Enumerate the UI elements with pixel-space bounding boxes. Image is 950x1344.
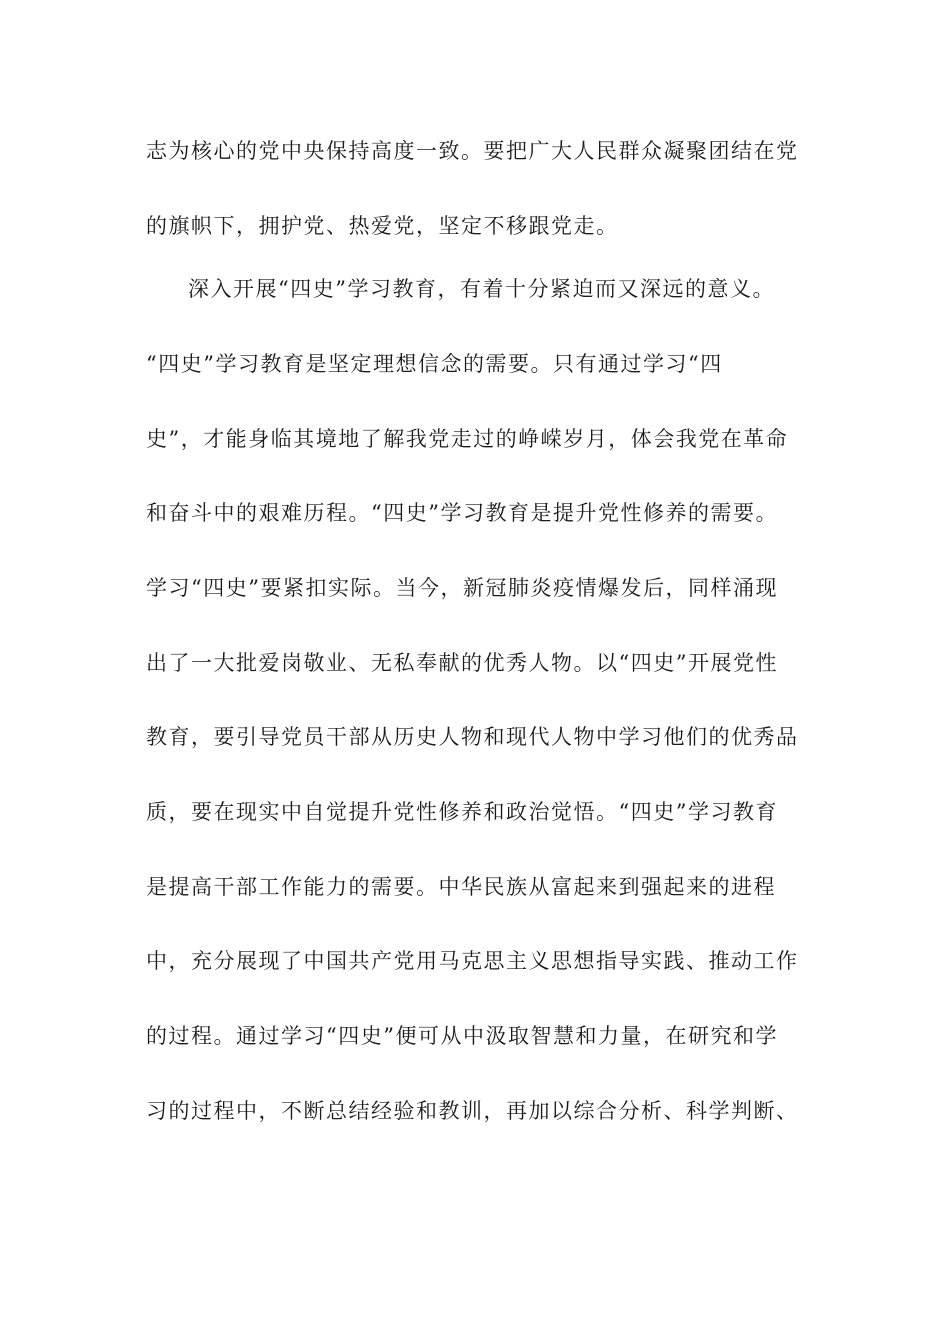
text-line: “四史”学习教育是坚定理想信念的需要。只有通过学习“四 [146, 352, 723, 376]
text-line: 的过程。通过学习“四史”便可从中汲取智慧和力量，在研究和学 [146, 1024, 778, 1048]
text-line: 志为核心的党中央保持高度一致。要把广大人民群众凝聚团结在党 [146, 139, 799, 163]
text-line: 和奋斗中的艰难历程。“四史”学习教育是提升党性修养的需要。 [146, 501, 778, 525]
paragraph-first-line: 深入开展“四史”学习教育，有着十分紧迫而又深远的意义。 [188, 277, 775, 301]
text-line: 习的过程中，不断总结经验和教训，再加以综合分析、科学判断、 [146, 1099, 799, 1123]
text-line: 出了一大批爱岗敬业、无私奉献的优秀人物。以“四史”开展党性 [146, 651, 778, 675]
text-line: 史”，才能身临其境地了解我党走过的峥嵘岁月，体会我党在革命 [146, 427, 789, 451]
text-line: 的旗帜下，拥护党、热爱党，坚定不移跟党走。 [146, 214, 619, 238]
text-line: 学习“四史”要紧扣实际。当今，新冠肺炎疫情爆发后，同样涌现 [146, 576, 778, 600]
text-line: 教育，要引导党员干部从历史人物和现代人物中学习他们的优秀品 [146, 725, 799, 749]
text-line: 是提高干部工作能力的需要。中华民族从富起来到强起来的进程 [146, 875, 776, 899]
text-line: 质，要在现实中自觉提升党性修养和政治觉悟。“四史”学习教育 [146, 800, 778, 824]
text-line: 中，充分展现了中国共产党用马克思主义思想指导实践、推动工作 [146, 949, 799, 973]
